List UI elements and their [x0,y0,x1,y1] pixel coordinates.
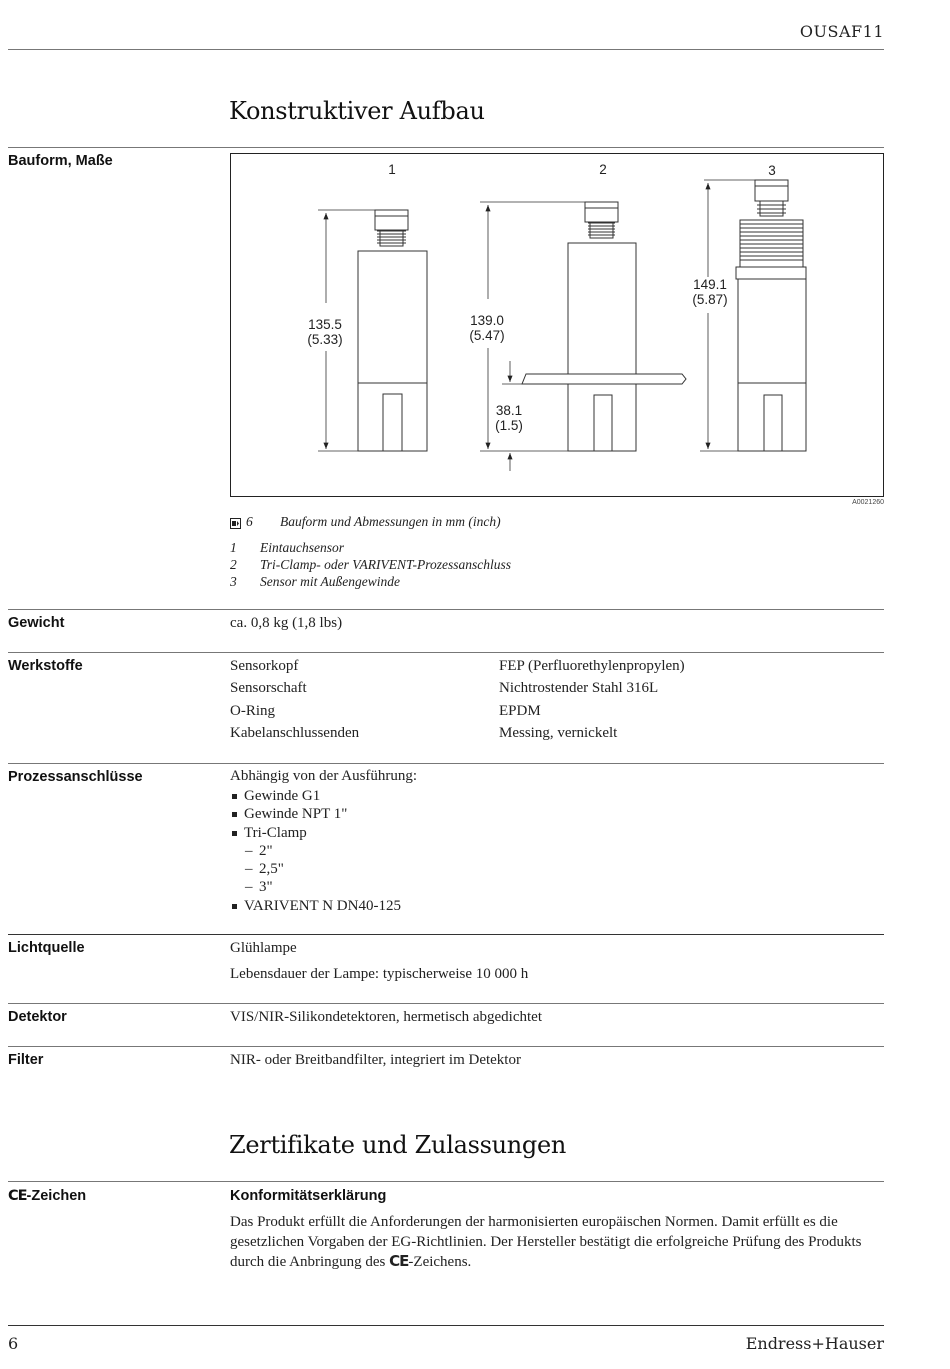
label-werkstoffe: Werkstoffe [8,658,83,674]
material-part: Sensorschaft [230,680,307,696]
dim-4-inch: (5.87) [692,292,728,307]
material-part: Kabelanschlussenden [230,725,360,741]
list-item: Gewinde G1 [230,787,401,805]
document-id: OUSAF11 [799,22,884,41]
divider [8,609,884,610]
header-rule [8,49,884,50]
legend-text: Tri-Clamp- oder VARIVENT-Prozessanschluss [260,557,511,572]
dim-1-mm: 135.5 [308,317,342,332]
label-gewicht: Gewicht [8,615,65,631]
legend-text: Eintauchsensor [260,540,344,555]
callout-3: 3 [768,163,776,178]
material-value: EPDM [499,703,541,719]
ce-paragraph: Das Produkt erfüllt die Anforderungen der harmonisierten europäischen Normen. Damit erfüllt es die gesetzlichen Vorgaben der EG-Richtlinien. Der Hersteller bestätigt die erfolgreiche Prüfung des Produkts durch die Anbringung des CE-Zeichens. [230,1214,862,1270]
callout-2: 2 [599,162,607,177]
legend-text: Sensor mit Außengewinde [260,574,400,589]
divider [8,1181,884,1182]
material-value: FEP (Perfluorethylenpropylen) [499,658,685,674]
material-part: O-Ring [230,703,275,719]
ce-mark-icon: CE [389,1252,409,1270]
list-subitem: – 2" [230,842,401,860]
legend-num: 1 [230,540,237,555]
material-part: Sensorkopf [230,658,299,674]
label-filter: Filter [8,1052,44,1068]
prozess-intro: Abhängig von der Ausführung: [230,768,418,784]
legend-num: 3 [230,574,237,589]
dim-4-mm: 149.1 [693,277,727,292]
list-subitem: – 3" [230,878,401,896]
value-filter: NIR- oder Breitbandfilter, integriert im Detektor [230,1052,521,1068]
value-detektor: VIS/NIR-Silikondetektoren, hermetisch abgedichtet [230,1009,543,1025]
dim-1-inch: (5.33) [307,332,343,347]
value-gewicht: ca. 0,8 kg (1,8 lbs) [230,615,343,631]
figure-number: 6 [246,514,253,529]
divider [8,934,884,935]
label-bauform: Bauform, Maße [8,153,113,169]
divider [8,1046,884,1047]
callout-1: 1 [388,162,396,177]
ce-heading: Konformitätserklärung [230,1188,387,1204]
list-item: VARIVENT N DN40-125 [230,897,401,915]
ce-mark-icon: CE [8,1188,27,1204]
page-number: 6 [8,1334,19,1353]
value-lichtquelle: Glühlampe [230,940,297,956]
dimension-drawing [230,153,884,497]
label-lichtquelle: Lichtquelle [8,940,85,956]
list-item: Gewinde NPT 1" [230,805,401,823]
divider [8,652,884,653]
label-detektor: Detektor [8,1009,67,1025]
material-value: Nichtrostender Stahl 316L [499,680,659,696]
dim-2-mm: 139.0 [470,313,504,328]
figure-icon [230,516,241,527]
divider [8,763,884,764]
section-title-construction: Konstruktiver Aufbau [229,97,485,125]
label-prozessanschluesse: Prozessanschlüsse [8,769,143,785]
divider [8,1003,884,1004]
list-item: Tri-Clamp [230,824,401,842]
section-title-certificates: Zertifikate und Zulassungen [229,1131,567,1159]
dim-3-inch: (1.5) [495,418,523,433]
divider [8,147,884,148]
figure-ref: A0021260 [852,499,884,506]
figure-caption: Bauform und Abmessungen in mm (inch) [280,514,501,529]
brand-name: Endress+Hauser [745,1334,884,1353]
material-value: Messing, vernickelt [499,725,618,741]
value-lamp-life: Lebensdauer der Lampe: typischerweise 10 000 h [230,966,529,982]
footer-rule [8,1325,884,1326]
prozess-list [230,787,401,915]
dim-3-mm: 38.1 [495,403,523,418]
legend-num: 2 [230,557,237,572]
dim-2-inch: (5.47) [469,328,505,343]
list-subitem: – 2,5" [230,860,401,878]
label-ce: CE-Zeichen [8,1188,87,1204]
